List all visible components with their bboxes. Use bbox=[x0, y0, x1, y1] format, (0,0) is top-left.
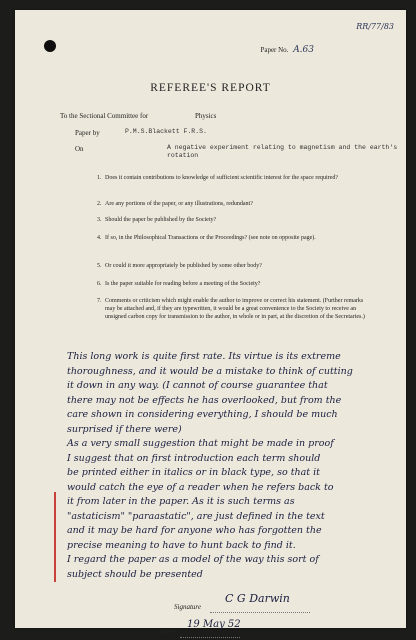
page-title: REFEREE'S REPORT bbox=[150, 82, 271, 94]
comment-line: there may not be effects he has overlooked, but from the bbox=[67, 394, 342, 406]
subject-label: On bbox=[75, 145, 84, 153]
handwritten-comments bbox=[67, 350, 407, 582]
comment-line: be printed either in italics or in black type, so that it bbox=[67, 467, 320, 478]
comment-line: and it may be hard for anyone who has forgotten the bbox=[67, 525, 322, 536]
paper-number-value: A.63 bbox=[293, 45, 314, 55]
question-4: 4. If so, in the Philosophical Transactions or the Proceedings? (see note on opposite page). bbox=[97, 235, 316, 241]
author-value: P.M.S.Blackett F.R.S. bbox=[125, 128, 207, 135]
comment-line: would catch the eye of a reader when he refers back to bbox=[67, 481, 334, 493]
paper-number-label: Paper No. bbox=[260, 46, 289, 54]
subject-value-line2: rotation bbox=[167, 152, 199, 159]
comment-line: I regard the paper as a model of the way this sort of bbox=[67, 554, 319, 565]
comment-line: subject should be presented bbox=[67, 568, 203, 580]
question-2: 2. Are any portions of the paper, or any illustrations, redundant? bbox=[97, 201, 253, 207]
question-6: 6. Is the paper suitable for reading before a meeting of the Society? bbox=[97, 281, 261, 287]
reference-number: RR/77/83 bbox=[356, 22, 394, 31]
comment-line: surprised if there were) bbox=[67, 423, 182, 435]
committee-label: To the Sectional Committee for bbox=[60, 112, 149, 120]
report-form bbox=[15, 10, 406, 628]
signature-line bbox=[210, 612, 310, 613]
author-label: Paper by bbox=[75, 129, 100, 137]
comment-line: care shown in considering everything, I should be much bbox=[67, 409, 338, 420]
paper-number bbox=[260, 45, 314, 55]
comment-line: "astaticism" "paraastatic", are just defined in the text bbox=[67, 510, 325, 522]
question-7: 7. Comments or criticism which might enable the author to improve or correct his statement. (Further remarks may be attached and, if they are typewritten, it would be a great convenience to the Society to receive an unsigned carbon copy for transmission to the author, in whole or in part, at the discretion of the Secretaries.) bbox=[97, 298, 365, 320]
signature-value: C G Darwin bbox=[225, 592, 290, 605]
margin-mark bbox=[54, 492, 56, 582]
signature-label: Signature bbox=[174, 603, 201, 611]
comment-line: As a very small suggestion that might be made in proof bbox=[67, 438, 334, 449]
comment-line: it from later in the paper. As it is such terms as bbox=[67, 496, 295, 507]
committee-value: Physics bbox=[195, 112, 217, 120]
comment-line: it down in any way. (I cannot of course guarantee that bbox=[67, 380, 328, 391]
date-label: Date bbox=[160, 628, 174, 636]
comment-line: thoroughness, and it would be a mistake to think of cutting bbox=[67, 365, 353, 377]
date-value: 19 May 52 bbox=[187, 619, 241, 630]
comment-line: I suggest that on first introduction each term should bbox=[67, 452, 321, 464]
punch-hole bbox=[44, 40, 56, 52]
question-3: 3. Should the paper be published by the Society? bbox=[97, 217, 217, 223]
question-1: 1. Does it contain contributions to knowledge of sufficient scientific interest for the space required? bbox=[97, 175, 338, 181]
question-5: 5. Or could it more appropriately be published by some other body? bbox=[97, 263, 262, 269]
comment-line: This long work is quite first rate. Its virtue is its extreme bbox=[67, 351, 341, 362]
date-line bbox=[180, 637, 240, 638]
comment-line: precise meaning to have to hunt back to find it. bbox=[67, 539, 296, 551]
subject-value-line1: A negative experiment relating to magnetism and the earth's bbox=[167, 144, 398, 151]
